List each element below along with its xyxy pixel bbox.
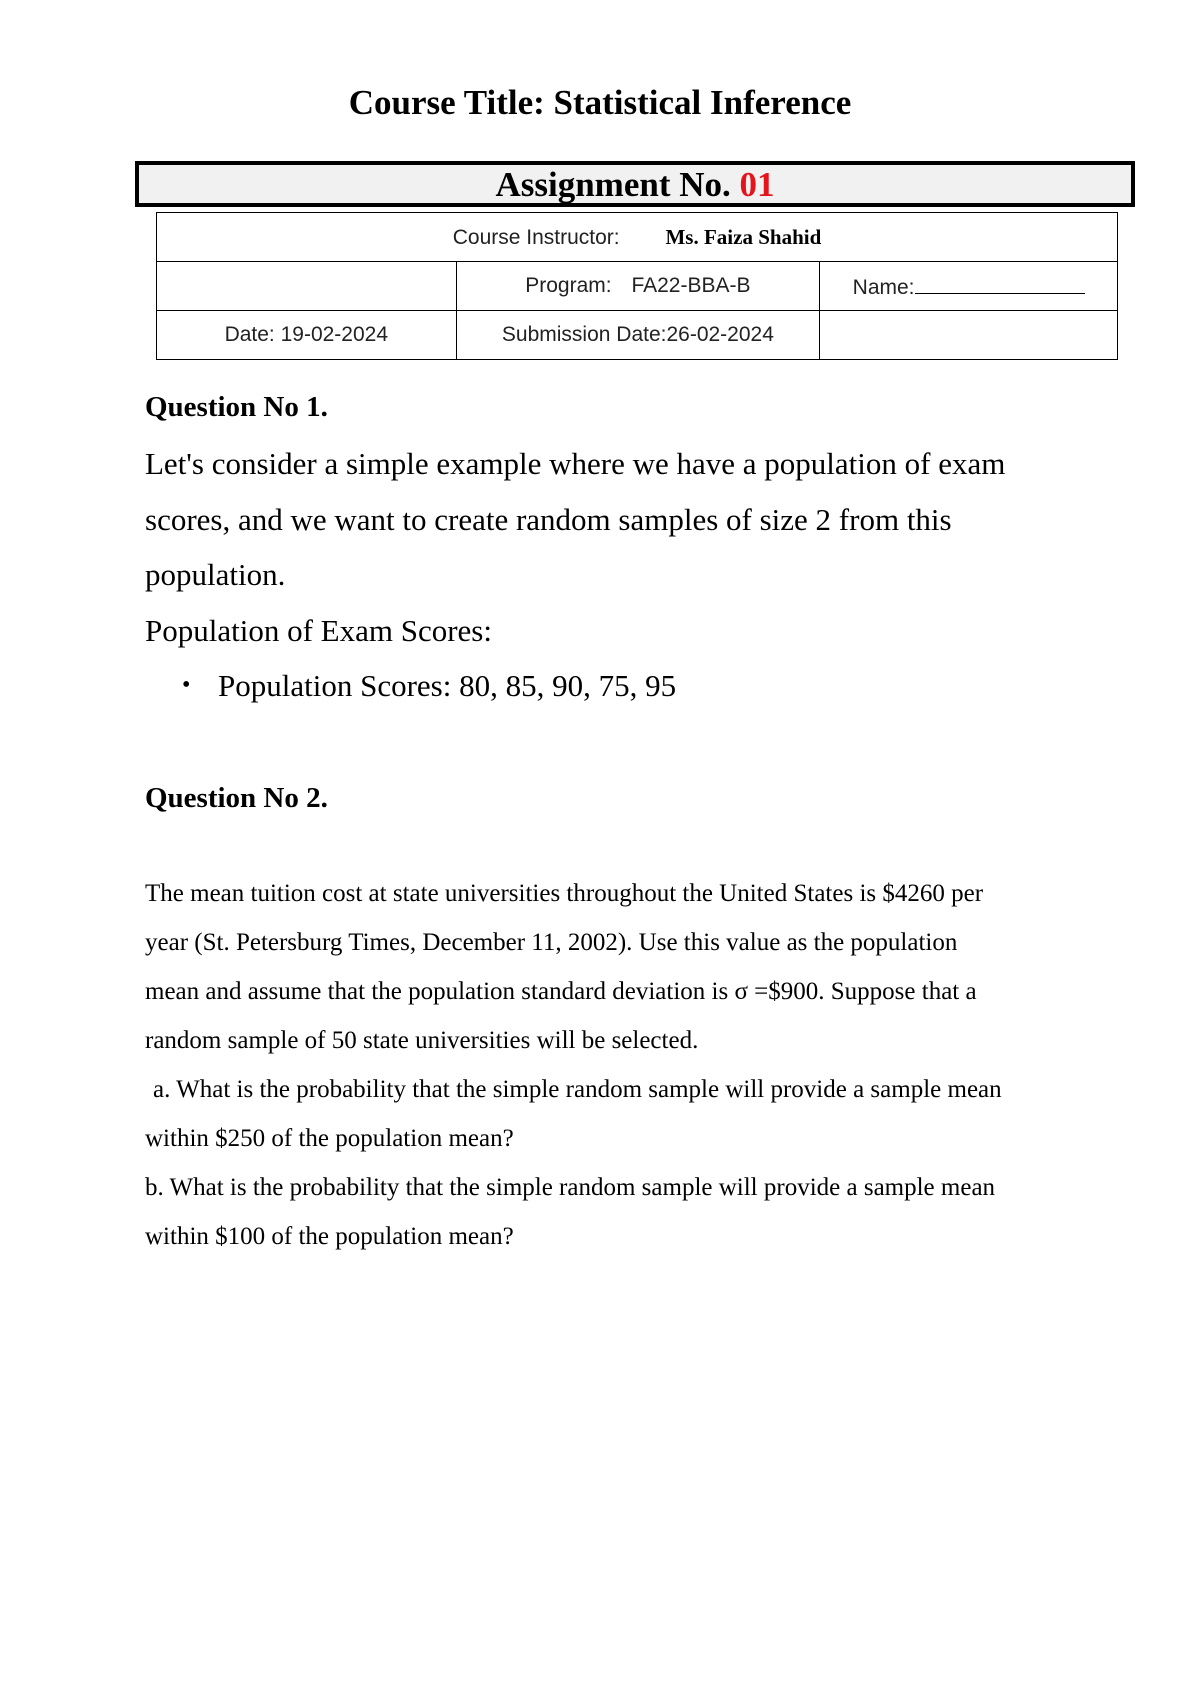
empty-cell [157,262,457,311]
assignment-number: 01 [739,165,775,204]
question1-body [145,436,1105,714]
info-row-instructor [157,213,1118,262]
question2-line: random sample of 50 state universities will be selected. [145,1027,699,1054]
question2-part-a-cont: within $250 of the population mean? [145,1125,514,1152]
info-table [156,212,1118,360]
question1-line: scores, and we want to create random samples of size 2 from this [145,501,952,537]
info-row-dates [157,311,1118,360]
question2-part-b: b. What is the probability that the simple random sample will provide a sample mean [145,1174,996,1201]
question2-line: year (St. Petersburg Times, December 11, 2002). Use this value as the population [145,929,958,956]
program-cell [456,262,820,311]
submission-date-cell: Submission Date:26-02-2024 [456,311,820,360]
instructor-cell [157,213,1118,262]
question1-line: Let's consider a simple example where we have a population of exam [145,446,1006,481]
program-value: FA22-BBA-B [631,274,751,297]
question2-line: mean and assume that the population standard deviation is σ =$900. Suppose that a [145,978,977,1005]
program-label: Program: [525,274,612,297]
name-cell [820,262,1118,311]
question1-heading: Question No 1. [145,391,328,423]
name-label: Name: [852,275,915,299]
instructor-name: Ms. Faiza Shahid [665,224,822,249]
assignment-banner [135,161,1135,207]
empty-cell [820,311,1118,360]
population-label: Population of Exam Scores: [145,612,492,648]
bullet-item [145,658,1105,714]
assignment-label: Assignment No. [495,165,731,204]
bullet-icon: • [182,672,191,698]
instructor-label: Course Instructor: [452,225,620,249]
question2-heading: Question No 2. [145,782,328,814]
name-blank-line [915,273,1085,294]
question2-part-a: a. What is the probability that the simple random sample will provide a sample mean [153,1076,1002,1103]
date-cell: Date: 19-02-2024 [157,311,457,360]
population-scores: Population Scores: 80, 85, 90, 75, 95 [218,668,677,703]
question2-body [145,869,1135,1261]
question2-part-b-cont: within $100 of the population mean? [145,1223,514,1250]
question1-line: population. [145,557,286,592]
course-title: Course Title: Statistical Inference [348,83,852,122]
info-row-program [157,262,1118,311]
question2-line: The mean tuition cost at state universities throughout the United States is $4260 per [145,880,984,907]
